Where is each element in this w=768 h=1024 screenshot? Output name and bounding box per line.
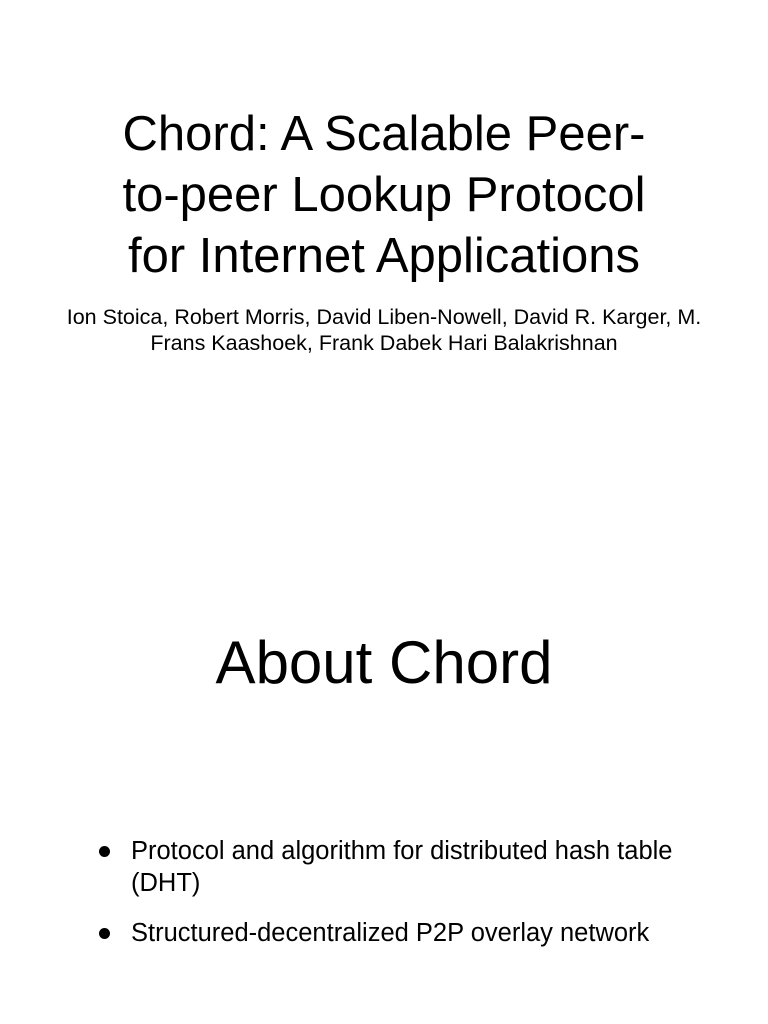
bullet-text: Protocol and algorithm for distributed hash table (DHT): [131, 837, 673, 897]
bullet-dot-icon: [99, 928, 110, 939]
presentation-title: Chord: A Scalable Peer- to-peer Lookup Protocol for Internet Applications: [122, 107, 646, 283]
bullet-text: Structured-decentralized P2P overlay network: [131, 919, 650, 947]
bullet-dot-icon: [99, 846, 110, 857]
bullet-list: [0, 835, 768, 967]
section-title: About Chord: [215, 629, 553, 696]
bullet-item: [0, 917, 768, 949]
author-list: Ion Stoica, Robert Morris, David Liben-Nowell, David R. Karger, M. Frans Kaashoek, Frank Dabek Hari Balakrishnan: [66, 305, 702, 355]
bullet-item: [0, 835, 768, 899]
